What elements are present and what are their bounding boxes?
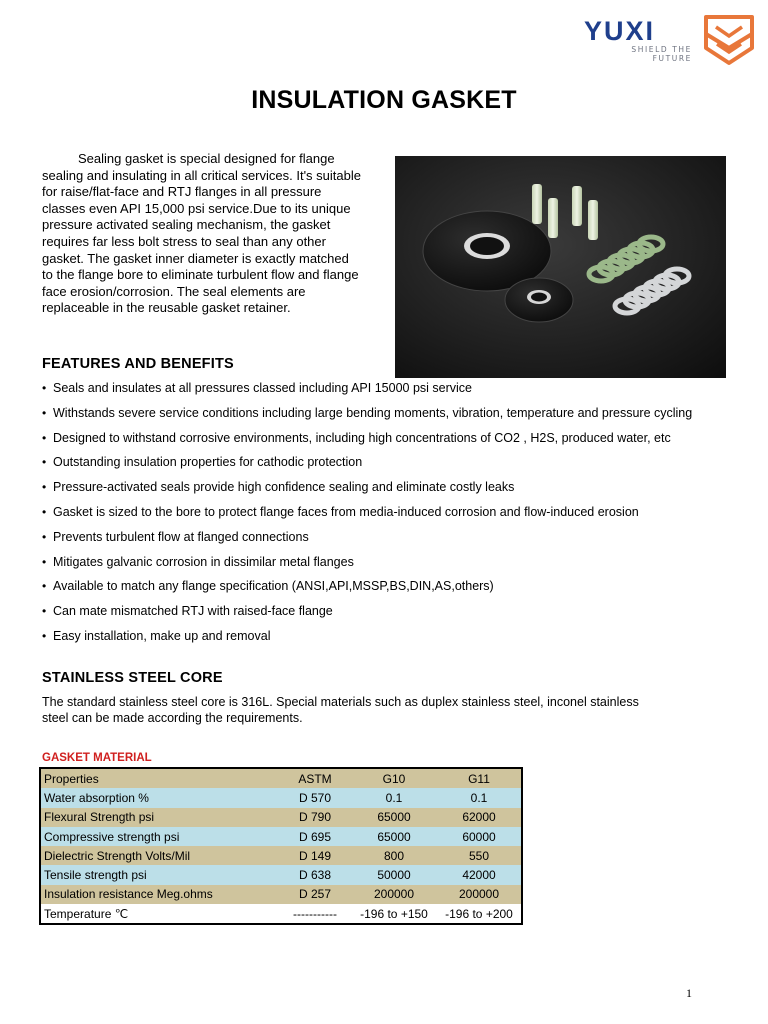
table-cell: Dielectric Strength Volts/Mil [40, 846, 279, 865]
list-item: • Prevents turbulent flow at flanged connections [42, 527, 742, 552]
list-item: • Available to match any flange specification (ANSI,API,MSSP,BS,DIN,AS,others) [42, 576, 742, 601]
company-logo [584, 14, 756, 68]
table-cell: 200000 [437, 885, 522, 904]
table-cell: D 149 [279, 846, 351, 865]
table-cell: Compressive strength psi [40, 827, 279, 846]
table-cell: 42000 [437, 865, 522, 884]
bullet-icon: • [42, 480, 47, 495]
table-row [40, 846, 522, 865]
core-heading: STAINLESS STEEL CORE [42, 670, 223, 686]
table-cell: 0.1 [437, 788, 522, 807]
table-cell: Flexural Strength psi [40, 808, 279, 827]
table-cell: D 570 [279, 788, 351, 807]
list-item: • Seals and insulates at all pressures classed including API 15000 psi service [42, 378, 742, 403]
table-cell: Water absorption % [40, 788, 279, 807]
bullet-icon: • [42, 504, 47, 519]
table-cell: D 257 [279, 885, 351, 904]
material-table-title: GASKET MATERIAL [42, 752, 152, 764]
page-number: 1 [686, 986, 692, 1000]
table-header-cell: G11 [437, 768, 522, 788]
table-cell: 800 [351, 846, 437, 865]
list-item: • Gasket is sized to the bore to protect flange faces from media-induced corrosion and flow-induced erosion [42, 502, 742, 527]
table-header-cell: Properties [40, 768, 279, 788]
features-list [42, 378, 742, 651]
table-cell: 60000 [437, 827, 522, 846]
intro-text: Sealing gasket is special designed for flange sealing and insulating in all critical services. It's suitable for raise/flat-face and RTJ flanges in all pressure classes even API 15,000 psi service.Due to its unique pressure activated sealing mechanism, the gasket requires far less bolt stress to seal than any other gasket. The gasket inner diameter is exactly matched to the flange bore to eliminate turbulent flow and flange face erosion/corrosion. The seal elements are replaceable in the reusable gasket retainer. [42, 151, 361, 316]
table-cell: D 790 [279, 808, 351, 827]
list-item: • Outstanding insulation properties for cathodic protection [42, 452, 742, 477]
table-cell: Tensile strength psi [40, 865, 279, 884]
bullet-icon: • [42, 381, 47, 395]
logo-tagline-line1: SHIELD THE [631, 45, 692, 54]
table-cell: D 638 [279, 865, 351, 884]
logo-wordmark: YUXI [584, 16, 656, 46]
table-header-cell: G10 [351, 768, 437, 788]
features-heading: FEATURES AND BENEFITS [42, 356, 234, 372]
table-cell: D 695 [279, 827, 351, 846]
list-item: • Designed to withstand corrosive environments, including high concentrations of CO2 , H2S, produced water, etc [42, 428, 742, 453]
material-table [39, 767, 523, 925]
list-item: • Can mate mismatched RTJ with raised-face flange [42, 601, 742, 626]
table-row [40, 904, 522, 924]
table-header-cell: ASTM [279, 768, 351, 788]
table-cell: -196 to +150 [351, 904, 437, 924]
table-cell: 65000 [351, 827, 437, 846]
table-cell: 62000 [437, 808, 522, 827]
list-item: • Pressure-activated seals provide high confidence sealing and eliminate costly leaks [42, 477, 742, 502]
bullet-icon: • [42, 529, 47, 544]
list-item: • Mitigates galvanic corrosion in dissimilar metal flanges [42, 552, 742, 577]
bullet-icon: • [42, 554, 47, 569]
intro-paragraph [42, 151, 362, 317]
table-row [40, 885, 522, 904]
list-item: • Easy installation, make up and removal [42, 626, 742, 651]
bullet-icon: • [42, 405, 47, 420]
table-cell: 50000 [351, 865, 437, 884]
core-text-line1: The standard stainless steel core is 316L. Special materials such as duplex stainless steel, inconel stainless [42, 695, 639, 709]
table-cell: Insulation resistance Meg.ohms [40, 885, 279, 904]
shield-logo-icon [702, 14, 756, 66]
table-row [40, 865, 522, 884]
table-cell: 0.1 [351, 788, 437, 807]
logo-tagline [631, 45, 692, 63]
table-cell: 65000 [351, 808, 437, 827]
core-text-line2: steel can be made according the requirements. [42, 711, 303, 725]
table-row [40, 827, 522, 846]
bullet-icon: • [42, 579, 47, 594]
page-title: INSULATION GASKET [251, 86, 517, 114]
table-header-row [40, 768, 522, 788]
bullet-icon: • [42, 604, 47, 619]
list-item: • Withstands severe service conditions including large bending moments, vibration, temperature and pressure cycling [42, 403, 742, 428]
bullet-icon: • [42, 430, 47, 445]
table-cell: 200000 [351, 885, 437, 904]
table-row [40, 788, 522, 807]
bullet-icon: • [42, 628, 47, 643]
table-cell: 550 [437, 846, 522, 865]
table-row [40, 808, 522, 827]
table-cell: ----------- [279, 904, 351, 924]
logo-tagline-line2: FUTURE [652, 54, 692, 63]
table-cell: Temperature ℃ [40, 904, 279, 924]
bullet-icon: • [42, 455, 47, 470]
product-photo [395, 156, 726, 378]
core-paragraph [42, 694, 682, 726]
table-cell: -196 to +200 [437, 904, 522, 924]
